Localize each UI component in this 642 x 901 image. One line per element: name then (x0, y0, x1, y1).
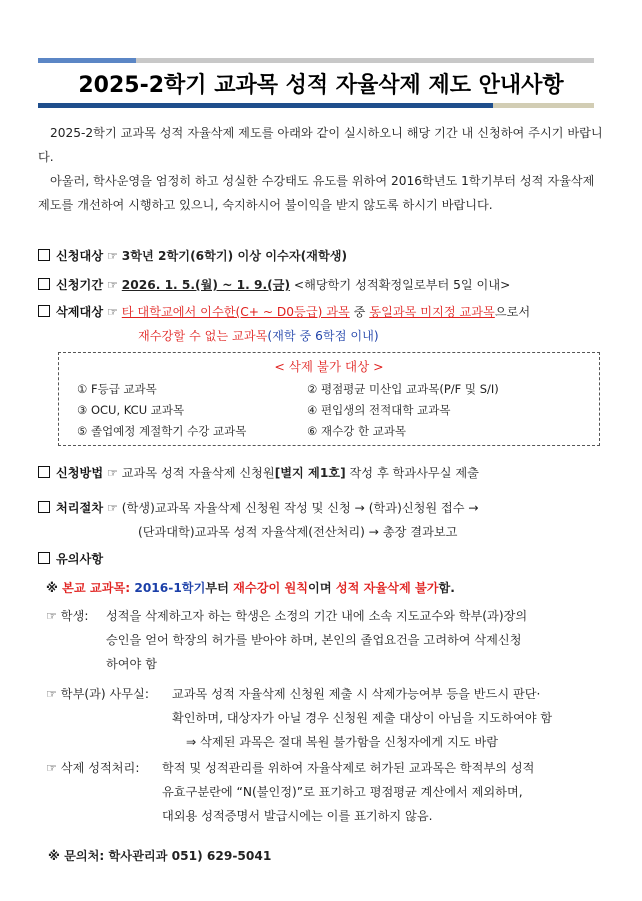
method-text2: [별지 제1호] (274, 466, 346, 480)
notes-row (38, 548, 103, 570)
deletion-row-2 (138, 325, 379, 347)
intro-paragraph-2: 아울러, 학사운영을 엄정히 하고 성실한 수강태도 유도를 위하여 2016학년도 1학기부터 성적 자율삭제 제도를 개선하여 시행하고 있으니, 숙지하시어 불이익을 받지 않도록 하시기 바랍니다. (38, 174, 595, 212)
process-line: 대외용 성적증명서 발급시에는 이를 표기하지 않음. (162, 809, 433, 823)
period-row (38, 274, 510, 296)
student-line: 승인을 얻어 학장의 허가를 받아야 하며, 본인의 졸업요건을 고려하여 삭제신청 (106, 633, 522, 647)
excluded-item: ② 평점평균 미산입 교과목(P/F 및 S/I) (307, 382, 499, 396)
method-text3: 작성 후 학과사무실 제출 (345, 466, 479, 480)
process-label: ☞ 삭제 성적처리: (46, 761, 140, 775)
notes-label: 유의사항 (56, 552, 104, 566)
warning-c: 부터 (205, 581, 234, 595)
warning-a: 본교 교과목: (62, 581, 135, 595)
checkbox-square-icon (38, 305, 50, 317)
office-label: ☞ 학부(과) 사무실: (46, 687, 149, 701)
period-date: 2026. 1. 5.(월) ~ 1. 9.(금) (121, 278, 291, 292)
checkbox-square-icon (38, 249, 50, 261)
period-note: <해당학기 성적확정일로부터 5일 이내> (293, 278, 511, 292)
procedure-line1: (학생)교과목 자율삭제 신청원 작성 및 신청 → (학과)신청원 접수 → (121, 501, 479, 515)
deletion-part2: 중 (349, 305, 370, 319)
target-row (38, 245, 347, 267)
target-text: 3학년 2학기(6학기) 이상 이수자(재학생) (121, 249, 348, 263)
method-text1: 교과목 성적 자율삭제 신청원 (121, 466, 275, 480)
pointing-hand-icon: ☞ (106, 501, 118, 515)
pointing-hand-icon: ☞ (106, 249, 118, 263)
notes-warning (46, 577, 455, 599)
process-line: 유효구분란에 “N(불인정)”로 표기하고 평점평균 계산에서 제외하며, (162, 785, 523, 799)
target-label: 신청대상 (56, 249, 104, 263)
excluded-box (58, 352, 600, 446)
process-line: 학적 및 성적관리를 위하여 자율삭제로 허가된 교과목은 학적부의 성적 (162, 761, 535, 775)
office-line: ⇒ 삭제된 과목은 절대 복원 불가함을 신청자에게 지도 바람 (186, 735, 498, 749)
method-row (38, 462, 479, 484)
contact-line: ※ 문의처: 학사관리과 051) 629-5041 (48, 849, 272, 863)
deletion-row (38, 301, 530, 323)
office-line: 확인하며, 대상자가 아닐 경우 신청원 제출 대상이 아님을 지도하여야 함 (172, 711, 553, 725)
procedure-row (38, 497, 479, 519)
deletion-part5: 재수강할 수 없는 교과목 (138, 329, 268, 343)
warning-b: 2016-1학기 (134, 581, 206, 595)
office-line: 교과목 성적 자율삭제 신청원 제출 시 삭제가능여부 등을 반드시 판단· (172, 687, 541, 701)
student-label: ☞ 학생: (46, 609, 89, 623)
excluded-item: ⑥ 재수강 한 교과목 (307, 424, 407, 438)
title-bar-bottom (38, 103, 594, 108)
intro-paragraph-1: 2025-2학기 교과목 성적 자율삭제 제도를 아래와 같이 실시하오니 해당 기간 내 신청하여 주시기 바랍니다. (38, 126, 603, 164)
warning-g: 함. (438, 581, 455, 595)
pointing-hand-icon: ☞ (106, 305, 118, 319)
checkbox-square-icon (38, 278, 50, 290)
warning-f: 성적 자율삭제 불가 (335, 581, 439, 595)
checkbox-square-icon (38, 501, 50, 513)
warning-d: 재수강이 원칙 (233, 581, 309, 595)
deletion-label: 삭제대상 (56, 305, 104, 319)
excluded-item: ④ 편입생의 전적대학 교과목 (307, 403, 451, 417)
title-bar-top (38, 58, 594, 63)
method-label: 신청방법 (56, 466, 104, 480)
page-title: 2025-2학기 교과목 성적 자율삭제 제도 안내사항 (78, 73, 564, 98)
deletion-part3: 동일과목 미지정 교과목 (369, 305, 495, 319)
deletion-part6: (재학 중 6학점 이내) (267, 329, 379, 343)
procedure-line2: (단과대학)교과목 성적 자율삭제(전산처리) → 총장 결과보고 (138, 525, 458, 539)
procedure-label: 처리절차 (56, 501, 104, 515)
warning-e: 이며 (308, 581, 336, 595)
excluded-item: ③ OCU, KCU 교과목 (77, 403, 185, 417)
reference-mark-icon: ※ (46, 581, 58, 595)
excluded-title: < 삭제 불가 대상 > (274, 359, 384, 374)
checkbox-square-icon (38, 552, 50, 564)
checkbox-square-icon (38, 466, 50, 478)
period-label: 신청기간 (56, 278, 104, 292)
deletion-part1: 타 대학교에서 이수한(C+ ~ D0등급) 과목 (121, 305, 350, 319)
excluded-item: ① F등급 교과목 (77, 382, 157, 396)
student-line: 성적을 삭제하고자 하는 학생은 소정의 기간 내에 소속 지도교수와 학부(과)장의 (106, 609, 528, 623)
student-line: 하여야 함 (106, 657, 157, 671)
deletion-part4: 으로서 (494, 305, 531, 319)
pointing-hand-icon: ☞ (106, 278, 118, 292)
pointing-hand-icon: ☞ (106, 466, 118, 480)
excluded-item: ⑤ 졸업예정 계절학기 수강 교과목 (77, 424, 247, 438)
